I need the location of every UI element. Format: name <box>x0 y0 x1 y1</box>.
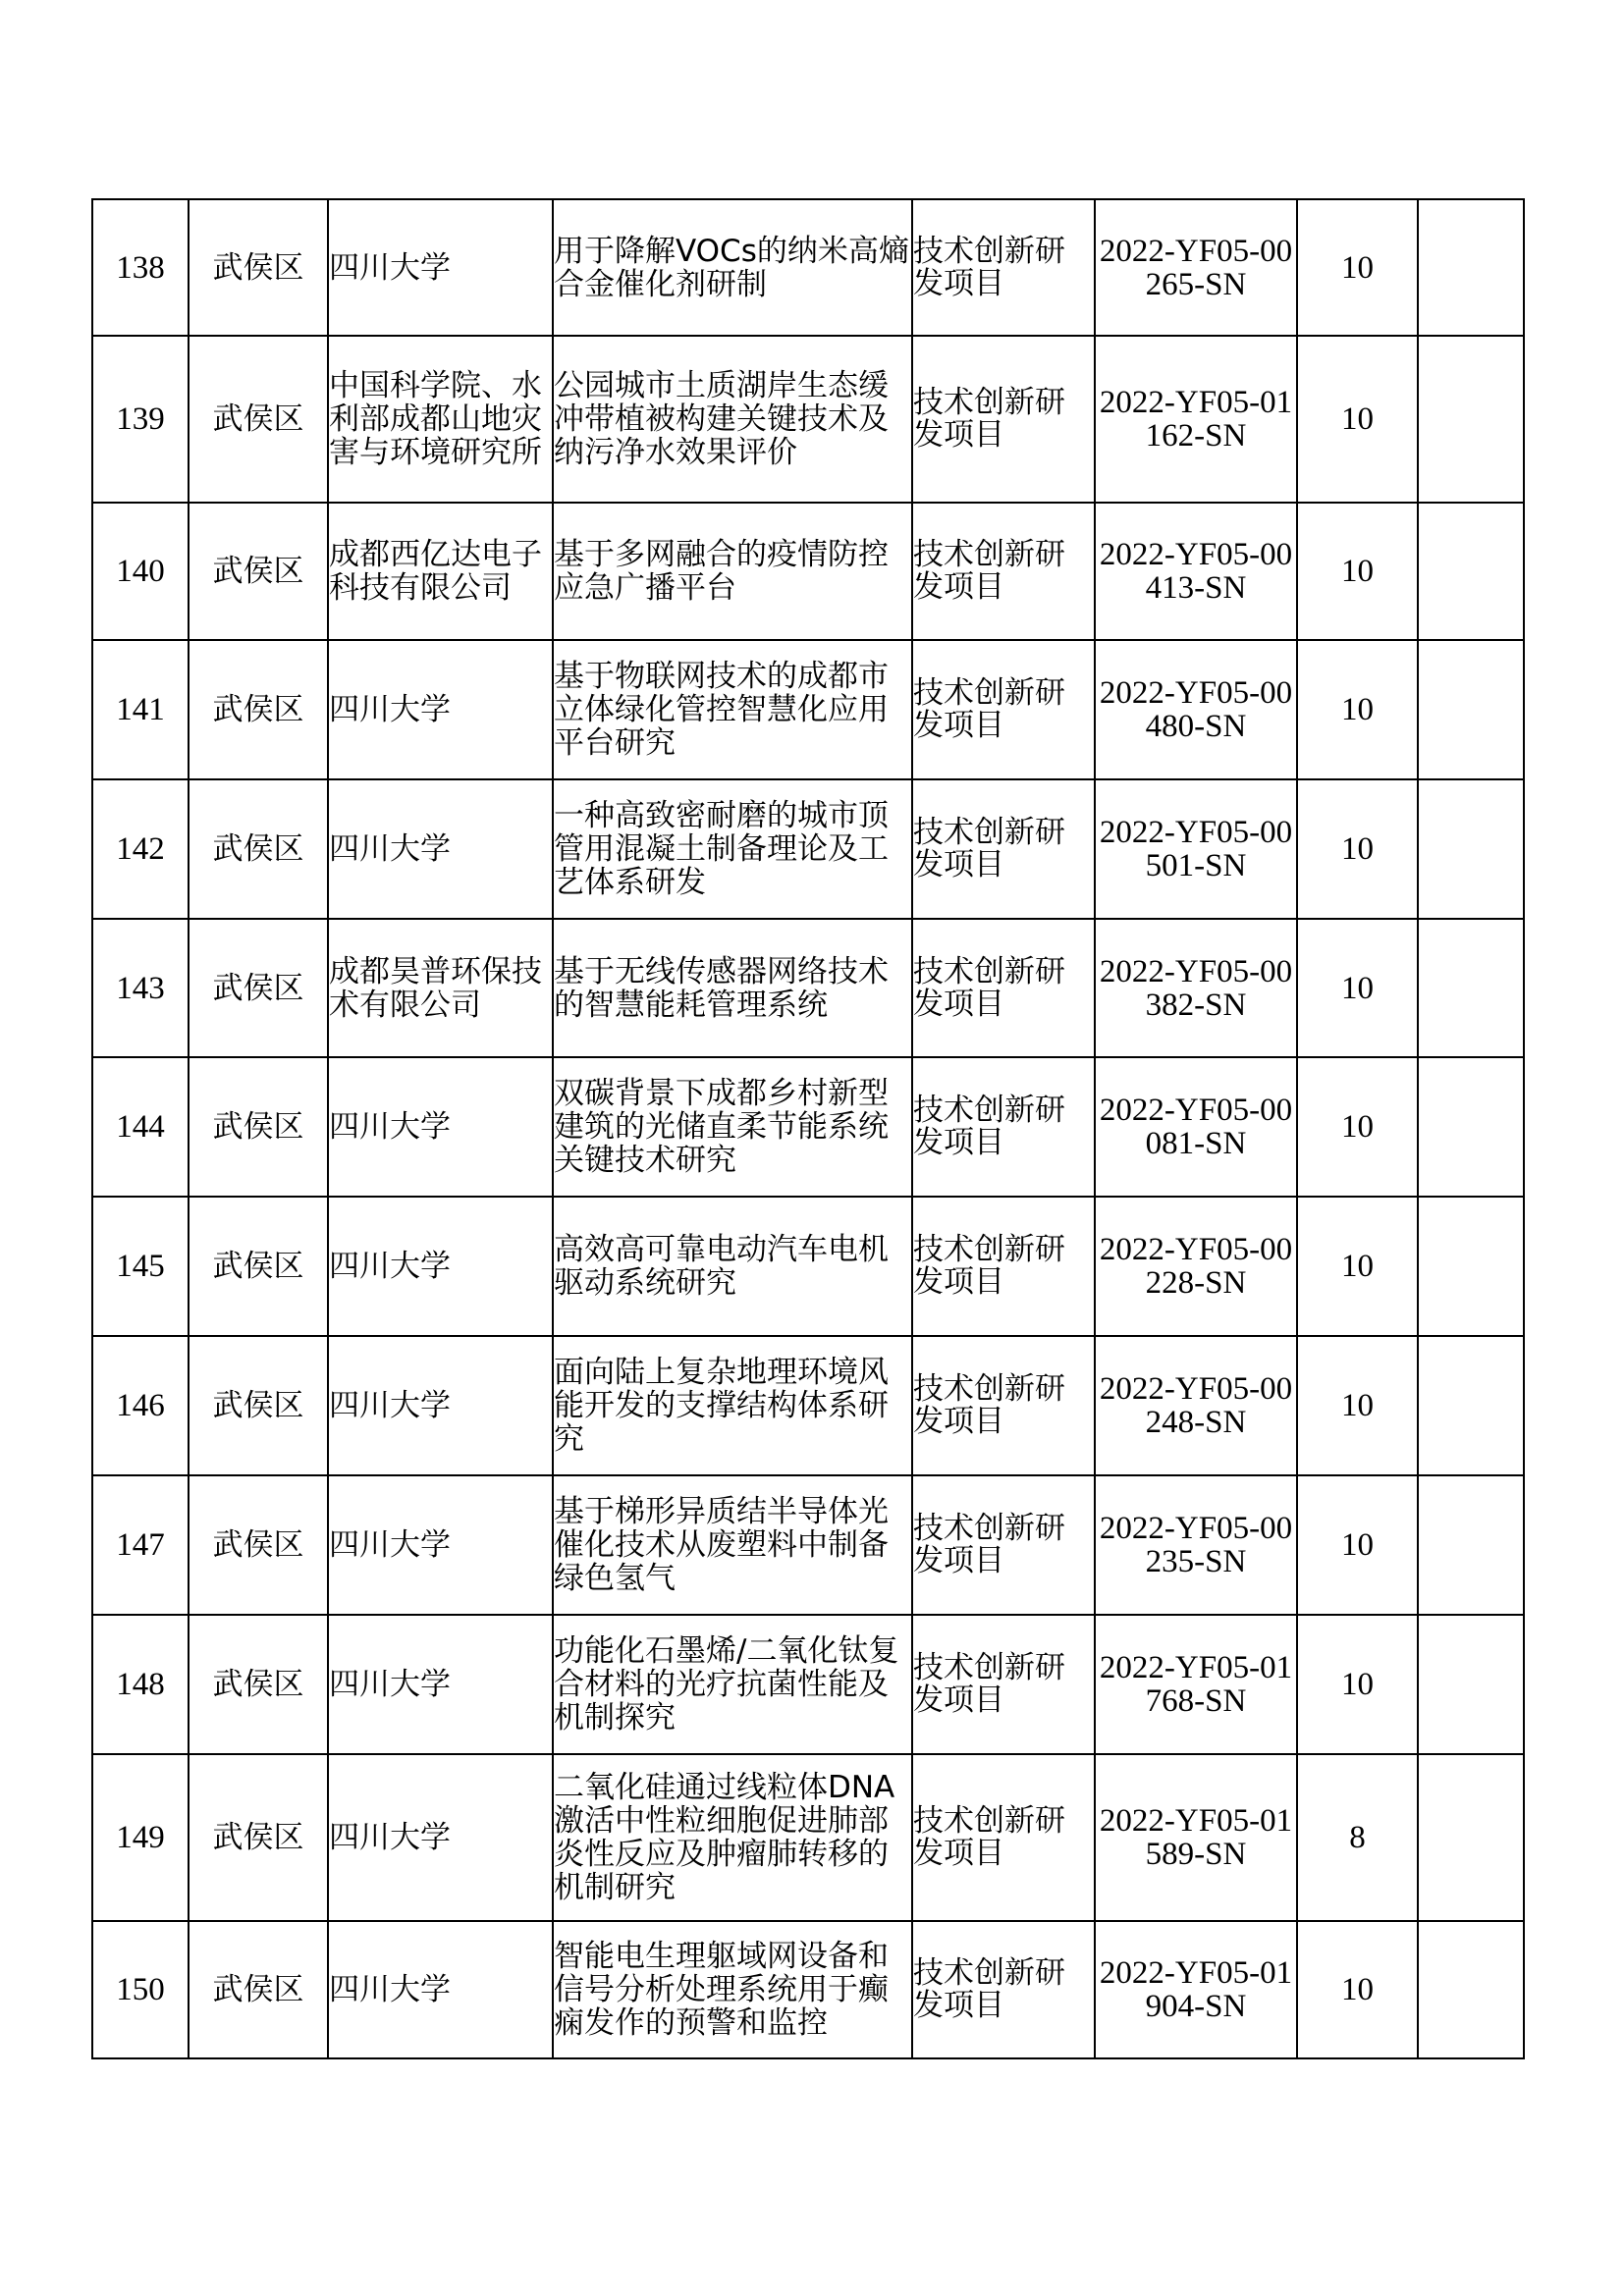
category-cell <box>912 199 1095 336</box>
note-cell <box>1418 1921 1524 2058</box>
district-cell-text: 武侯区 <box>212 1820 304 1855</box>
project-title-cell <box>553 640 912 779</box>
project-title-cell-text: 一种高致密耐磨的城市顶管用混凝土制备理论及工艺体系研发 <box>554 798 889 900</box>
category-cell <box>912 1057 1095 1197</box>
project-title-cell <box>553 199 912 336</box>
row-number <box>92 1615 189 1754</box>
project-code-cell-text: 2022-YF05-00501-SN <box>1099 815 1293 883</box>
project-code-cell <box>1095 1057 1297 1197</box>
organization-cell-text: 中国科学院、水利部成都山地灾害与环境研究所 <box>329 368 542 470</box>
amount-cell <box>1297 1475 1418 1615</box>
category-cell <box>912 1336 1095 1475</box>
category-cell <box>912 336 1095 503</box>
amount-cell <box>1297 779 1418 919</box>
note-cell <box>1418 199 1524 336</box>
organization-cell <box>328 779 553 919</box>
project-code-cell <box>1095 1197 1297 1336</box>
row-number-text: 146 <box>116 1388 165 1423</box>
category-cell <box>912 919 1095 1057</box>
note-cell <box>1418 779 1524 919</box>
row-number <box>92 1475 189 1615</box>
district-cell-text: 武侯区 <box>212 1249 304 1284</box>
district-cell-text: 武侯区 <box>212 249 304 286</box>
organization-cell-text: 四川大学 <box>329 1820 451 1855</box>
project-code-cell-text: 2022-YF05-01904-SN <box>1099 1955 1293 2024</box>
note-cell <box>1418 336 1524 503</box>
organization-cell-text: 成都西亿达电子科技有限公司 <box>329 537 542 606</box>
district-cell-text: 武侯区 <box>212 554 304 589</box>
row-number-text: 143 <box>116 970 165 1006</box>
project-code-cell-text: 2022-YF05-00081-SN <box>1099 1093 1293 1161</box>
row-number-text: 139 <box>116 401 165 437</box>
project-code-cell <box>1095 336 1297 503</box>
project-title-cell-text: 功能化石墨烯/二氧化钛复合材料的光疗抗菌性能及机制探究 <box>554 1633 899 1735</box>
project-code-cell-text: 2022-YF05-00235-SN <box>1099 1511 1293 1579</box>
category-cell <box>912 503 1095 640</box>
district-cell <box>189 336 328 503</box>
organization-cell <box>328 919 553 1057</box>
row-number-text: 144 <box>116 1109 165 1145</box>
district-cell <box>189 1197 328 1336</box>
row-number-text: 141 <box>116 692 165 727</box>
organization-cell-text: 四川大学 <box>329 1667 451 1702</box>
amount-cell <box>1297 336 1418 503</box>
project-code-cell-text: 2022-YF05-00228-SN <box>1099 1232 1293 1301</box>
project-title-cell-text: 公园城市土质湖岸生态缓冲带植被构建关键技术及纳污净水效果评价 <box>554 368 889 470</box>
organization-cell-text: 四川大学 <box>329 1527 451 1563</box>
project-code-cell <box>1095 1336 1297 1475</box>
amount-cell <box>1297 1336 1418 1475</box>
category-cell <box>912 1921 1095 2058</box>
organization-cell <box>328 199 553 336</box>
project-code-cell <box>1095 1475 1297 1615</box>
table-row <box>92 1754 1524 1921</box>
note-cell <box>1418 640 1524 779</box>
project-title-cell <box>553 503 912 640</box>
category-cell <box>912 1754 1095 1921</box>
organization-cell <box>328 640 553 779</box>
organization-cell <box>328 1197 553 1336</box>
row-number <box>92 336 189 503</box>
organization-cell-text: 四川大学 <box>329 692 451 727</box>
amount-cell <box>1297 199 1418 336</box>
organization-cell <box>328 1057 553 1197</box>
organization-cell-text: 四川大学 <box>329 1388 451 1423</box>
district-cell <box>189 919 328 1057</box>
project-title-cell-text: 高效高可靠电动汽车电机驱动系统研究 <box>554 1232 889 1301</box>
row-number-text: 150 <box>116 1972 165 2007</box>
row-number-text: 148 <box>116 1667 165 1702</box>
amount-cell <box>1297 640 1418 779</box>
organization-cell-text: 四川大学 <box>329 1109 451 1145</box>
amount-cell-text: 10 <box>1341 970 1374 1006</box>
district-cell-text: 武侯区 <box>212 401 304 437</box>
project-code-cell-text: 2022-YF05-01162-SN <box>1099 385 1293 454</box>
note-cell <box>1418 1475 1524 1615</box>
organization-cell-text: 四川大学 <box>329 1249 451 1284</box>
table-row <box>92 1475 1524 1615</box>
category-cell <box>912 1615 1095 1754</box>
row-number <box>92 1754 189 1921</box>
project-code-cell-text: 2022-YF05-00265-SN <box>1099 233 1293 302</box>
category-cell-text: 技术创新研发项目 <box>913 1803 1065 1871</box>
project-title-cell-text: 基于无线传感器网络技术的智慧能耗管理系统 <box>554 953 889 1023</box>
project-title-cell <box>553 336 912 503</box>
amount-cell <box>1297 1197 1418 1336</box>
category-cell-text: 技术创新研发项目 <box>913 1511 1065 1578</box>
project-title-cell <box>553 1197 912 1336</box>
district-cell <box>189 1057 328 1197</box>
amount-cell-text: 10 <box>1341 554 1374 589</box>
category-cell-text: 技术创新研发项目 <box>913 1955 1065 2023</box>
row-number <box>92 1057 189 1197</box>
row-number-text: 140 <box>116 554 165 589</box>
district-cell-text: 武侯区 <box>212 1667 304 1702</box>
organization-cell-text: 四川大学 <box>329 249 451 286</box>
table-row <box>92 503 1524 640</box>
project-code-cell-text: 2022-YF05-00382-SN <box>1099 953 1293 1023</box>
table-row <box>92 1197 1524 1336</box>
organization-cell <box>328 1336 553 1475</box>
organization-cell <box>328 1615 553 1754</box>
project-code-cell-text: 2022-YF05-00248-SN <box>1099 1371 1293 1440</box>
category-cell-text: 技术创新研发项目 <box>913 1093 1065 1160</box>
row-number-text: 147 <box>116 1527 165 1563</box>
note-cell <box>1418 1057 1524 1197</box>
project-code-cell-text: 2022-YF05-01768-SN <box>1099 1650 1293 1719</box>
project-title-cell <box>553 1336 912 1475</box>
amount-cell <box>1297 503 1418 640</box>
project-title-cell <box>553 1921 912 2058</box>
district-cell <box>189 779 328 919</box>
amount-cell-text: 10 <box>1341 1972 1374 2007</box>
district-cell <box>189 1754 328 1921</box>
project-title-cell-text: 双碳背景下成都乡村新型建筑的光储直柔节能系统关键技术研究 <box>554 1076 889 1178</box>
table-row <box>92 779 1524 919</box>
table-row <box>92 640 1524 779</box>
note-cell <box>1418 1197 1524 1336</box>
table-row <box>92 1921 1524 2058</box>
organization-cell <box>328 336 553 503</box>
project-title-cell <box>553 779 912 919</box>
district-cell <box>189 503 328 640</box>
amount-cell <box>1297 1921 1418 2058</box>
row-number-text: 138 <box>116 249 165 286</box>
district-cell-text: 武侯区 <box>212 1388 304 1423</box>
organization-cell <box>328 1921 553 2058</box>
row-number <box>92 1336 189 1475</box>
district-cell-text: 武侯区 <box>212 1109 304 1145</box>
row-number <box>92 1921 189 2058</box>
row-number <box>92 503 189 640</box>
district-cell-text: 武侯区 <box>212 692 304 727</box>
note-cell <box>1418 919 1524 1057</box>
note-cell <box>1418 503 1524 640</box>
project-title-cell <box>553 1057 912 1197</box>
row-number <box>92 919 189 1057</box>
amount-cell <box>1297 1615 1418 1754</box>
project-code-cell <box>1095 1615 1297 1754</box>
district-cell <box>189 1921 328 2058</box>
project-title-cell-text: 用于降解VOCs的纳米高熵合金催化剂研制 <box>554 233 909 302</box>
district-cell-text: 武侯区 <box>212 1527 304 1563</box>
amount-cell-text: 10 <box>1341 1109 1374 1145</box>
project-title-cell <box>553 1475 912 1615</box>
organization-cell-text: 四川大学 <box>329 1972 451 2007</box>
project-title-cell-text: 基于物联网技术的成都市立体绿化管控智慧化应用平台研究 <box>554 659 889 761</box>
project-title-cell <box>553 1615 912 1754</box>
row-number <box>92 640 189 779</box>
organization-cell <box>328 503 553 640</box>
organization-cell <box>328 1754 553 1921</box>
project-code-cell <box>1095 779 1297 919</box>
amount-cell-text: 10 <box>1341 1388 1374 1423</box>
project-title-cell-text: 面向陆上复杂地理环境风能开发的支撑结构体系研究 <box>554 1355 889 1457</box>
table-row <box>92 336 1524 503</box>
project-code-cell <box>1095 640 1297 779</box>
project-code-cell-text: 2022-YF05-00480-SN <box>1099 675 1293 744</box>
district-cell-text: 武侯区 <box>212 831 304 867</box>
amount-cell <box>1297 919 1418 1057</box>
table-row <box>92 1336 1524 1475</box>
organization-cell-text: 四川大学 <box>329 831 451 867</box>
category-cell-text: 技术创新研发项目 <box>913 1232 1065 1300</box>
project-title-cell-text: 基于梯形异质结半导体光催化技术从废塑料中制备绿色氢气 <box>554 1494 889 1596</box>
category-cell <box>912 779 1095 919</box>
project-code-cell <box>1095 199 1297 336</box>
district-cell <box>189 1336 328 1475</box>
note-cell <box>1418 1336 1524 1475</box>
amount-cell <box>1297 1057 1418 1197</box>
project-code-cell <box>1095 1921 1297 2058</box>
project-title-cell <box>553 1754 912 1921</box>
amount-cell-text: 10 <box>1341 1527 1374 1563</box>
note-cell <box>1418 1615 1524 1754</box>
table-row <box>92 919 1524 1057</box>
organization-cell <box>328 1475 553 1615</box>
amount-cell <box>1297 1754 1418 1921</box>
category-cell <box>912 640 1095 779</box>
row-number <box>92 779 189 919</box>
category-cell-text: 技术创新研发项目 <box>913 815 1065 882</box>
row-number <box>92 199 189 336</box>
district-cell-text: 武侯区 <box>212 970 304 1006</box>
organization-cell-text: 成都昊普环保技术有限公司 <box>329 953 542 1023</box>
project-table <box>91 198 1525 2059</box>
category-cell-text: 技术创新研发项目 <box>913 1650 1065 1718</box>
district-cell <box>189 199 328 336</box>
project-title-cell <box>553 919 912 1057</box>
district-cell <box>189 1615 328 1754</box>
amount-cell-text: 10 <box>1341 831 1374 867</box>
row-number-text: 145 <box>116 1249 165 1284</box>
row-number <box>92 1197 189 1336</box>
category-cell-text: 技术创新研发项目 <box>913 385 1065 453</box>
category-cell-text: 技术创新研发项目 <box>913 953 1065 1022</box>
category-cell-text: 技术创新研发项目 <box>913 537 1065 605</box>
table-row <box>92 1615 1524 1754</box>
category-cell <box>912 1197 1095 1336</box>
amount-cell-text: 10 <box>1341 692 1374 727</box>
category-cell-text: 技术创新研发项目 <box>913 1371 1065 1439</box>
category-cell-text: 技术创新研发项目 <box>913 233 1065 301</box>
project-code-cell-text: 2022-YF05-00413-SN <box>1099 537 1293 606</box>
project-title-cell-text: 智能电生理躯域网设备和信号分析处理系统用于癫痫发作的预警和监控 <box>554 1939 889 2041</box>
project-title-cell-text: 基于多网融合的疫情防控应急广播平台 <box>554 537 889 606</box>
amount-cell-text: 10 <box>1341 1667 1374 1702</box>
row-number-text: 142 <box>116 831 165 867</box>
project-code-cell <box>1095 503 1297 640</box>
category-cell <box>912 1475 1095 1615</box>
amount-cell-text: 8 <box>1349 1820 1366 1855</box>
project-code-cell-text: 2022-YF05-01589-SN <box>1099 1803 1293 1872</box>
project-code-cell <box>1095 919 1297 1057</box>
table-row <box>92 199 1524 336</box>
category-cell-text: 技术创新研发项目 <box>913 675 1065 743</box>
district-cell <box>189 640 328 779</box>
amount-cell-text: 10 <box>1341 1249 1374 1284</box>
district-cell-text: 武侯区 <box>212 1972 304 2007</box>
table-row <box>92 1057 1524 1197</box>
project-code-cell <box>1095 1754 1297 1921</box>
project-title-cell-text: 二氧化硅通过线粒体DNA激活中性粒细胞促进肺部炎性反应及肿瘤肺转移的机制研究 <box>554 1770 895 1905</box>
note-cell <box>1418 1754 1524 1921</box>
district-cell <box>189 1475 328 1615</box>
amount-cell-text: 10 <box>1341 249 1374 286</box>
row-number-text: 149 <box>116 1820 165 1855</box>
amount-cell-text: 10 <box>1341 401 1374 437</box>
